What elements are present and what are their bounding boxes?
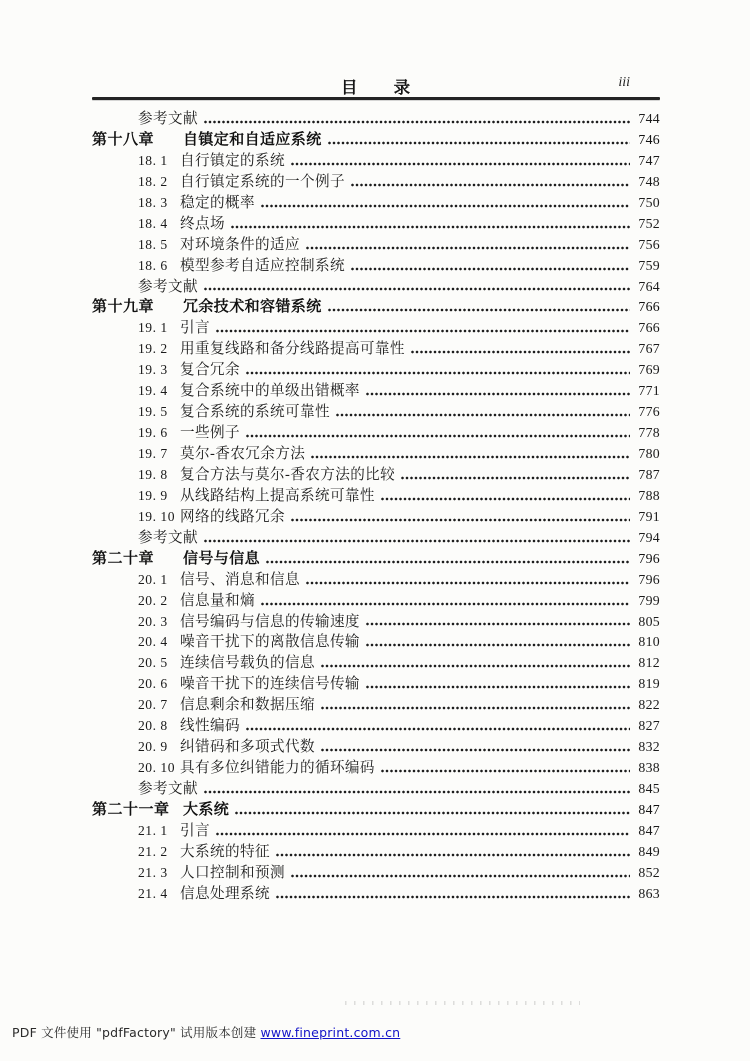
toc-entry (92, 360, 660, 381)
toc-entry-number: 20. 6 (138, 676, 168, 692)
dot-leader (411, 349, 630, 355)
toc-entry-number: 20. 8 (138, 718, 168, 734)
toc-entry-number: 第二十一章 (92, 801, 170, 818)
toc-entry-number: 19. 4 (138, 383, 168, 399)
toc-entry-title: 一些例子 (180, 425, 240, 442)
dot-leader (306, 245, 630, 251)
table-of-contents (92, 109, 660, 905)
toc-entry-title: 信息量和熵 (180, 592, 255, 609)
toc-entry (92, 800, 660, 821)
dot-leader (204, 119, 630, 125)
toc-entry-number: 19. 9 (138, 487, 168, 503)
toc-entry-number: 19. 7 (138, 446, 168, 461)
dot-leader (351, 266, 630, 272)
toc-entry-page: 805 (638, 613, 660, 629)
toc-entry-page: 847 (638, 822, 660, 838)
toc-entry (92, 381, 660, 402)
watermark-footer (12, 1023, 400, 1041)
dot-leader (231, 224, 630, 230)
toc-entry-title: 信号与信息 (183, 550, 261, 567)
dot-leader (291, 873, 630, 879)
toc-entry-number: 20. 2 (138, 592, 168, 608)
toc-entry-page: 796 (638, 550, 660, 566)
toc-entry-title: 参考文献 (138, 278, 198, 295)
toc-entry-number: 20. 9 (138, 739, 168, 755)
toc-entry-number: 21. 1 (138, 822, 168, 838)
toc-entry-title: 冗余技术和容错系统 (183, 299, 322, 316)
toc-entry-title: 参考文献 (138, 781, 198, 797)
toc-entry-page: 819 (638, 676, 660, 692)
toc-entry-number: 20. 3 (138, 613, 168, 629)
toc-entry (92, 863, 660, 884)
toc-entry-number: 21. 4 (138, 885, 168, 901)
dot-leader (204, 538, 630, 544)
toc-entry (92, 716, 660, 737)
toc-entry-title: 稳定的概率 (180, 194, 255, 211)
toc-entry-page: 752 (638, 215, 660, 231)
dot-leader (366, 621, 630, 627)
toc-entry-title: 信号、消息和信息 (180, 571, 300, 588)
toc-entry-title: 网络的线路冗余 (180, 508, 285, 525)
toc-entry (92, 402, 660, 423)
toc-entry-number: 21. 3 (138, 864, 168, 880)
toc-entry (92, 339, 660, 360)
dot-leader (401, 475, 630, 481)
toc-entry (92, 737, 660, 758)
toc-entry (92, 130, 660, 151)
toc-entry-title: 莫尔-香农冗余方法 (180, 446, 306, 462)
toc-entry-title: 大系统的特征 (180, 843, 270, 860)
toc-entry-title: 具有多位纠错能力的循环编码 (180, 760, 375, 777)
toc-entry-title: 噪音干扰下的连续信号传输 (180, 676, 360, 693)
toc-entry (92, 277, 660, 298)
toc-entry (92, 486, 660, 507)
toc-entry-number: 19. 5 (138, 404, 168, 420)
toc-entry-title: 模型参考自适应控制系统 (180, 257, 345, 274)
toc-entry-title: 复合系统中的单级出错概率 (180, 383, 360, 400)
toc-entry-number: 19. 8 (138, 466, 168, 482)
toc-entry (92, 612, 660, 633)
toc-entry (92, 842, 660, 863)
toc-entry-title: 复合方法与莫尔-香农方法的比较 (180, 466, 396, 483)
toc-entry (92, 570, 660, 591)
toc-entry-number: 20. 4 (138, 634, 168, 650)
dot-leader (291, 517, 630, 523)
toc-entry (92, 549, 660, 570)
toc-entry-page: 756 (638, 236, 660, 252)
toc-entry (92, 172, 660, 193)
toc-entry-page: 759 (638, 257, 660, 273)
fineprint-link[interactable]: www.fineprint.com.cn (260, 1025, 401, 1040)
toc-entry (92, 779, 660, 800)
toc-entry-page: 822 (638, 697, 660, 713)
dot-leader (306, 580, 630, 586)
toc-entry-title: 信号编码与信息的传输速度 (180, 613, 360, 630)
toc-entry (92, 674, 660, 695)
toc-entry-page: 788 (638, 487, 660, 503)
toc-entry-number: 第二十章 (92, 550, 155, 567)
dot-leader (216, 831, 630, 837)
toc-entry-page: 791 (638, 508, 660, 524)
toc-entry (92, 884, 660, 905)
dot-leader (246, 726, 630, 732)
dot-leader (321, 663, 630, 669)
dot-leader (276, 894, 630, 900)
toc-entry-page: 769 (638, 362, 660, 378)
toc-entry-title: 参考文献 (138, 111, 198, 127)
toc-entry-number: 18. 1 (138, 152, 168, 168)
toc-entry-page: 748 (638, 173, 660, 189)
toc-entry (92, 109, 660, 130)
toc-entry-title: 从线路结构上提高系统可靠性 (180, 487, 375, 504)
toc-entry-number: 19. 10 (138, 508, 175, 524)
dot-leader (204, 286, 630, 292)
dot-leader (291, 161, 630, 167)
toc-entry (92, 591, 660, 612)
toc-entry-page: 863 (638, 885, 660, 901)
toc-entry-title: 人口控制和预测 (180, 864, 285, 881)
toc-entry-number: 18. 3 (138, 194, 168, 210)
dot-leader (261, 203, 630, 209)
toc-entry-number: 20. 5 (138, 655, 168, 671)
toc-entry-page: 766 (638, 299, 660, 315)
toc-entry-title: 用重复线路和备分线路提高可靠性 (180, 341, 405, 358)
toc-entry-number: 20. 1 (138, 571, 168, 587)
toc-entry-number: 19. 2 (138, 341, 168, 357)
toc-entry-page: 746 (638, 131, 660, 147)
toc-entry-title: 信息处理系统 (180, 885, 270, 902)
toc-entry (92, 297, 660, 318)
dot-leader (276, 852, 630, 858)
toc-entry-title: 连续信号载负的信息 (180, 655, 315, 672)
toc-entry-page: 799 (638, 592, 660, 608)
toc-entry-number: 20. 10 (138, 760, 175, 776)
dot-leader (366, 391, 630, 397)
toc-entry-page: 852 (638, 864, 660, 880)
toc-entry-page: 794 (638, 529, 660, 545)
toc-entry (92, 528, 660, 549)
toc-entry-title: 复合系统的系统可靠性 (180, 404, 330, 421)
toc-entry (92, 465, 660, 486)
dot-leader (266, 559, 630, 565)
dot-leader (328, 307, 630, 313)
dot-leader (311, 454, 630, 460)
toc-entry-title: 大系统 (183, 801, 230, 818)
scan-artifact (345, 1001, 580, 1005)
toc-entry-page: 767 (638, 341, 660, 357)
toc-entry-number: 18. 2 (138, 173, 168, 189)
dot-leader (351, 182, 630, 188)
toc-entry-page: 744 (638, 111, 660, 126)
dot-leader (366, 642, 630, 648)
toc-entry-title: 自镇定和自适应系统 (183, 131, 322, 148)
dot-leader (216, 328, 630, 334)
toc-entry (92, 318, 660, 339)
toc-entry-number: 21. 2 (138, 843, 168, 859)
toc-entry-number: 19. 1 (138, 320, 168, 336)
dot-leader (261, 601, 630, 607)
toc-entry-page: 847 (638, 801, 660, 817)
dot-leader (381, 496, 630, 502)
dot-leader (381, 768, 630, 774)
toc-entry (92, 653, 660, 674)
toc-entry-number: 18. 4 (138, 215, 168, 231)
dot-leader (321, 747, 630, 753)
dot-leader (321, 705, 630, 711)
toc-entry-title: 纠错码和多项式代数 (180, 739, 315, 756)
toc-entry-title: 信息剩余和数据压缩 (180, 697, 315, 714)
toc-entry-page: 780 (638, 446, 660, 461)
page-title: 目 录 (340, 78, 412, 97)
toc-entry-title: 参考文献 (138, 529, 198, 546)
toc-entry-number: 19. 6 (138, 425, 168, 441)
toc-entry (92, 695, 660, 716)
toc-entry-title: 噪音干扰下的离散信息传输 (180, 634, 360, 651)
toc-entry-title: 复合冗余 (180, 362, 240, 379)
toc-entry (92, 444, 660, 465)
dot-leader (366, 684, 630, 690)
dot-leader (328, 140, 630, 146)
toc-entry-page: 832 (638, 739, 660, 755)
toc-entry-number: 第十八章 (92, 131, 155, 148)
page-header (92, 74, 660, 96)
dot-leader (246, 433, 630, 439)
toc-entry (92, 235, 660, 256)
dot-leader (235, 810, 630, 816)
toc-entry-page: 764 (638, 278, 660, 294)
toc-entry-page: 810 (638, 634, 660, 650)
toc-entry-number: 20. 7 (138, 697, 168, 713)
toc-entry-page: 838 (638, 760, 660, 776)
toc-entry (92, 193, 660, 214)
toc-entry (92, 821, 660, 842)
toc-entry-title: 自行镇定系统的一个例子 (180, 173, 345, 190)
toc-entry-page: 845 (638, 781, 660, 796)
dot-leader (246, 370, 630, 376)
toc-entry (92, 256, 660, 277)
toc-entry-title: 线性编码 (180, 718, 240, 735)
header-rule (92, 97, 660, 100)
toc-entry-page: 787 (638, 466, 660, 482)
toc-entry-page: 747 (638, 152, 660, 168)
toc-entry-page: 776 (638, 404, 660, 420)
toc-entry-page: 766 (638, 320, 660, 336)
toc-entry-title: 自行镇定的系统 (180, 152, 285, 169)
toc-entry-page: 771 (638, 383, 660, 399)
toc-entry (92, 507, 660, 528)
toc-entry (92, 214, 660, 235)
toc-entry (92, 758, 660, 779)
toc-entry-page: 827 (638, 718, 660, 734)
folio-page-number: iii (618, 75, 630, 90)
toc-entry-number: 第十九章 (92, 299, 155, 316)
dot-leader (204, 789, 630, 795)
toc-entry-page: 778 (638, 425, 660, 441)
toc-entry-page: 812 (638, 655, 660, 671)
toc-entry-number: 19. 3 (138, 362, 168, 378)
watermark-text: PDF 文件使用 "pdfFactory" 试用版本创建 (12, 1025, 261, 1040)
toc-entry-title: 对环境条件的适应 (180, 236, 300, 253)
dot-leader (336, 412, 630, 418)
toc-entry-title: 引言 (180, 822, 210, 839)
toc-entry-page: 849 (638, 843, 660, 859)
toc-entry-page: 796 (638, 571, 660, 587)
toc-entry-number: 18. 5 (138, 236, 168, 252)
toc-entry-title: 引言 (180, 320, 210, 337)
toc-entry-page: 750 (638, 194, 660, 210)
toc-entry (92, 423, 660, 444)
toc-entry-number: 18. 6 (138, 257, 168, 273)
toc-entry-title: 终点场 (180, 215, 225, 232)
toc-entry (92, 151, 660, 172)
toc-entry (92, 632, 660, 653)
